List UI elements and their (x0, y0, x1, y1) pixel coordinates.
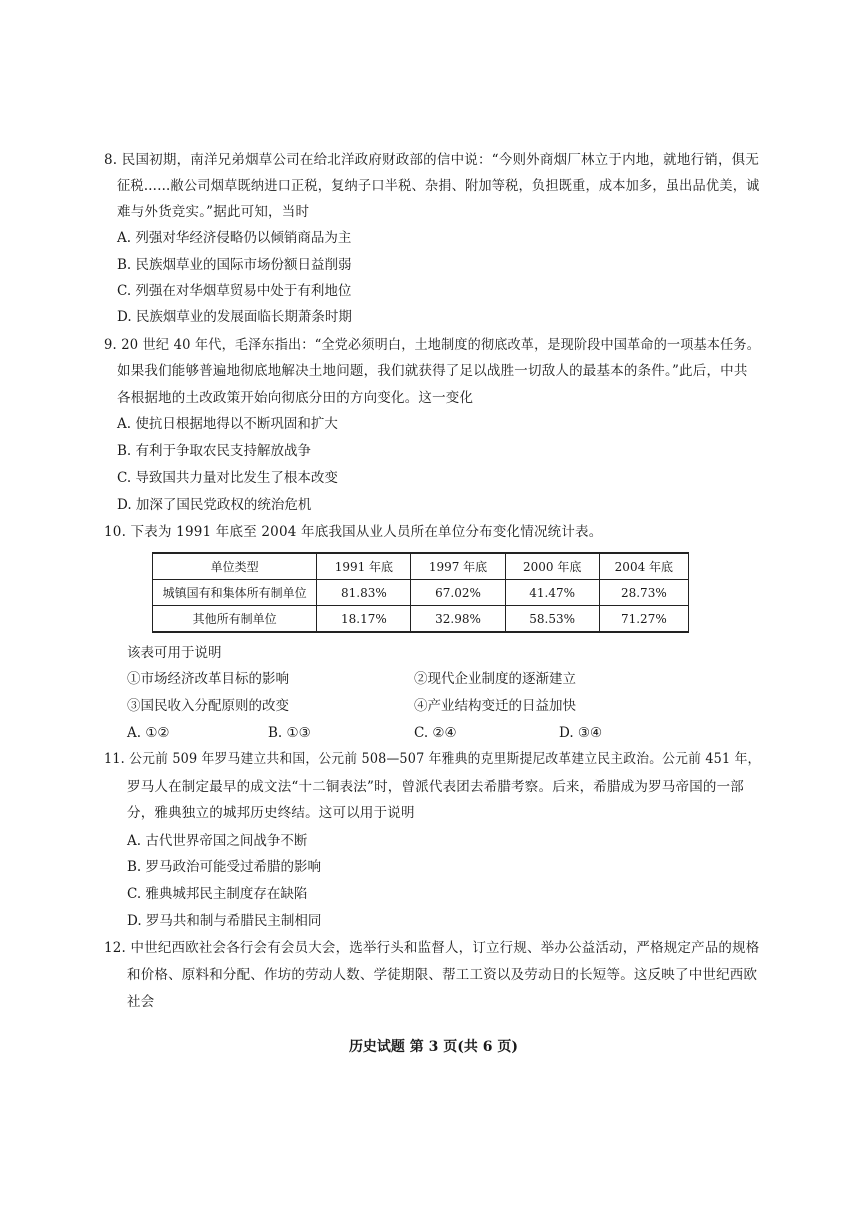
q11-stem-line-3: 分，雅典独立的城邦历史终结。这可以用于说明 (127, 805, 415, 821)
q10-item-1: ①市场经济改革目标的影响 (127, 671, 289, 687)
q11-stem-line-2: 罗马人在制定最早的成文法“十二铜表法”时，曾派代表团去希腊考察。后来，希腊成为罗马帝国的一部 (127, 779, 745, 795)
page-footer: 历史试题 第 3 页(共 6 页) (348, 1039, 519, 1055)
q9-option-b: B. 有利于争取农民支持解放战争 (117, 443, 312, 459)
table-header-row (153, 553, 689, 580)
table-cell: 其他所有制单位 (153, 606, 317, 633)
table-cell: 41.47% (505, 580, 599, 606)
q10-option-d: D. ③④ (559, 725, 603, 741)
table-row (153, 606, 689, 633)
table-header-cell: 2004 年底 (599, 553, 688, 580)
q9-stem-line-1: 9. 20 世纪 40 年代，毛泽东指出：“全党必须明白，土地制度的彻底改革，是现阶段中国革命的一项基本任务。 (104, 337, 761, 353)
q11-option-a: A. 古代世界帝国之间战争不断 (127, 833, 308, 849)
q10-option-b: B. ①③ (268, 725, 311, 741)
q8-option-d: D. 民族烟草业的发展面临长期萧条时期 (117, 309, 352, 325)
q10-item-3: ③国民收入分配原则的改变 (127, 698, 289, 714)
q10-item-2: ②现代企业制度的逐渐建立 (414, 671, 576, 687)
table-row (153, 580, 689, 606)
q8-stem-line-1: 8. 民国初期，南洋兄弟烟草公司在给北洋政府财政部的信中说：“今则外商烟厂林立于内地，就地行销，俱无 (104, 152, 760, 168)
table-header-cell: 1991 年底 (317, 553, 411, 580)
q12-stem-line-2: 和价格、原料和分配、作坊的劳动人数、学徒期限、帮工工资以及劳动日的长短等。这反映了中世纪西欧 (127, 967, 758, 983)
table-header-cell: 单位类型 (153, 553, 317, 580)
table-cell: 81.83% (317, 580, 411, 606)
q12-stem-line-1: 12. 中世纪西欧社会各行会有会员大会，选举行头和监督人，订立行规、举办公益活动，严格规定产品的规格 (104, 940, 760, 956)
q8-option-b: B. 民族烟草业的国际市场份额日益削弱 (117, 257, 352, 273)
q12-stem-line-3: 社会 (127, 994, 155, 1010)
q9-option-a: A. 使抗日根据地得以不断巩固和扩大 (117, 416, 338, 432)
q11-stem-line-1: 11. 公元前 509 年罗马建立共和国，公元前 508—507 年雅典的克里斯提尼改革建立民主政治。公元前 451 年， (104, 751, 761, 767)
q9-option-c: C. 导致国共力量对比发生了根本改变 (117, 470, 338, 486)
table-header-cell: 2000 年底 (505, 553, 599, 580)
q9-stem-line-2: 如果我们能够普遍地彻底地解决土地问题，我们就获得了足以战胜一切敌人的最基本的条件。”此后，中共 (117, 363, 748, 379)
q8-stem-line-2: 征税……敝公司烟草既纳进口正税，复纳子口半税、杂捐、附加等税，负担既重，成本加多，虽出品优美，诚 (117, 178, 760, 194)
q10-option-c: C. ②④ (414, 725, 457, 741)
table-header-cell: 1997 年底 (411, 553, 505, 580)
q11-option-b: B. 罗马政治可能受过希腊的影响 (127, 859, 322, 875)
table-cell: 71.27% (599, 606, 688, 633)
table-cell: 32.98% (411, 606, 505, 633)
q8-option-a: A. 列强对华经济侵略仍以倾销商品为主 (117, 230, 352, 246)
q8-option-c: C. 列强在对华烟草贸易中处于有利地位 (117, 283, 352, 299)
q9-option-d: D. 加深了国民党政权的统治危机 (117, 497, 312, 513)
q8-stem-line-3: 难与外货竞实。”据此可知，当时 (117, 204, 310, 220)
q10-prompt: 该表可用于说明 (127, 645, 222, 661)
q10-option-a: A. ①② (127, 725, 170, 741)
q10-item-4: ④产业结构变迁的日益加快 (414, 698, 576, 714)
table-cell: 18.17% (317, 606, 411, 633)
q9-stem-line-3: 各根据地的土改政策开始向彻底分田的方向变化。这一变化 (117, 390, 474, 406)
q11-option-c: C. 雅典城邦民主制度存在缺陷 (127, 886, 308, 902)
table-cell: 28.73% (599, 580, 688, 606)
table-cell: 58.53% (505, 606, 599, 633)
q10-stem: 10. 下表为 1991 年底至 2004 年底我国从业人员所在单位分布变化情况统计表。 (104, 524, 603, 540)
table-cell: 城镇国有和集体所有制单位 (153, 580, 317, 606)
statistics-table (152, 552, 689, 633)
q11-option-d: D. 罗马共和制与希腊民主制相同 (127, 913, 322, 929)
table-cell: 67.02% (411, 580, 505, 606)
